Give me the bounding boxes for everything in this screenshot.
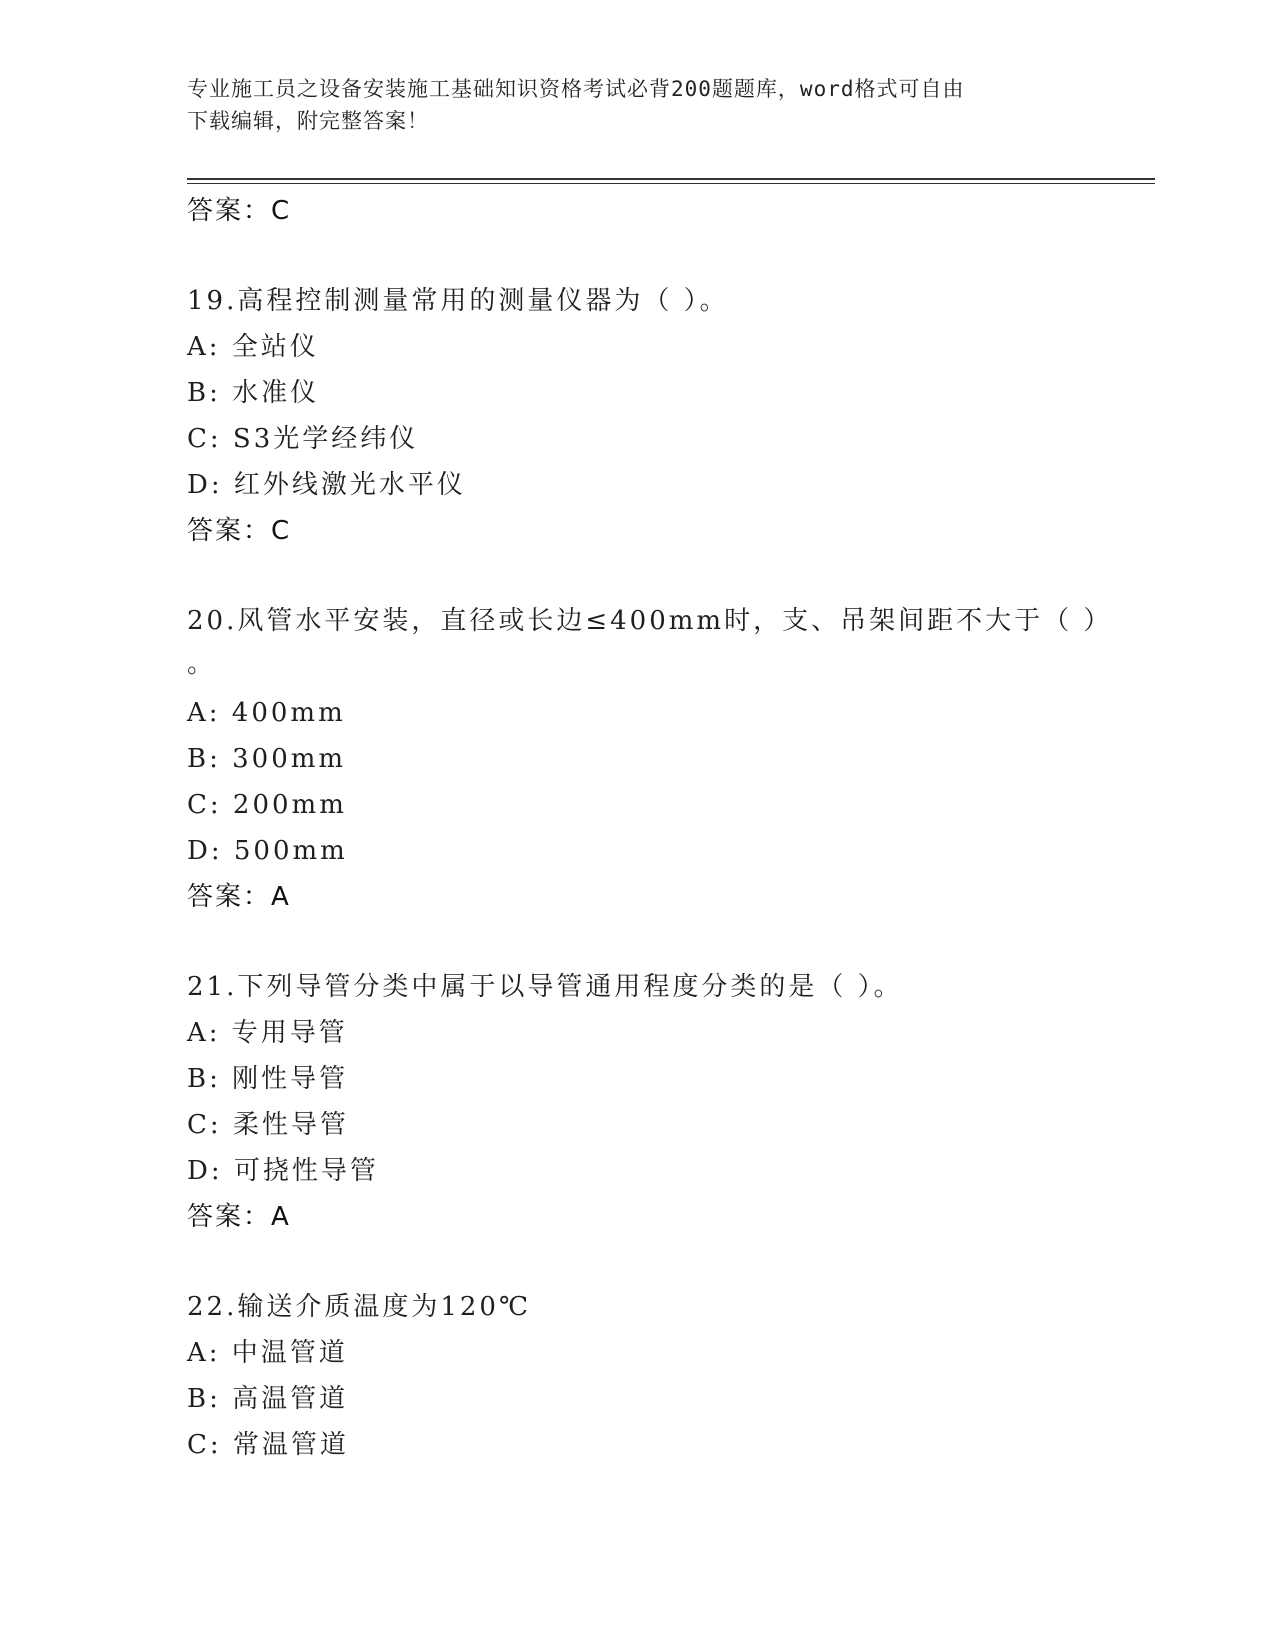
question-21 xyxy=(187,964,1155,1240)
option-b: B: 水准仪 xyxy=(187,378,320,408)
option-c: C: 200mm xyxy=(187,790,347,820)
option-a: A: 中温管道 xyxy=(187,1338,348,1368)
question-list xyxy=(187,188,1155,1468)
option-a: A: 全站仪 xyxy=(187,332,319,362)
header-line-1: 专业施工员之设备安装施工基础知识资格考试必背200题题库，word格式可自由 xyxy=(187,77,965,101)
previous-answer: 答案：C xyxy=(187,196,292,226)
spacer xyxy=(187,1240,1155,1284)
answer: 答案：A xyxy=(187,882,291,912)
option-b: B: 高温管道 xyxy=(187,1384,349,1414)
question-stem: 22.输送介质温度为120℃ xyxy=(187,1292,532,1322)
answer: 答案：A xyxy=(187,1202,291,1232)
header-divider xyxy=(187,178,1155,184)
question-stem: 21.下列导管分类中属于以导管通用程度分类的是（ ）。 xyxy=(187,972,903,1002)
option-b: B: 刚性导管 xyxy=(187,1064,349,1094)
option-b: B: 300mm xyxy=(187,744,347,774)
question-22 xyxy=(187,1284,1155,1468)
answer: 答案：C xyxy=(187,516,292,546)
option-d: D: 红外线激光水平仪 xyxy=(187,470,466,500)
question-19 xyxy=(187,278,1155,554)
spacer xyxy=(187,920,1155,964)
document-header xyxy=(187,73,1067,137)
option-a: A: 400mm xyxy=(187,698,346,728)
question-stem: 20.风管水平安装，直径或长边≤400mm时，支、吊架间距不大于（ ） xyxy=(187,606,1113,636)
option-d: D: 500mm xyxy=(187,836,348,866)
header-line-2: 下载编辑，附完整答案！ xyxy=(187,109,429,133)
option-c: C: 常温管道 xyxy=(187,1430,349,1460)
spacer xyxy=(187,234,1155,278)
option-d: D: 可挠性导管 xyxy=(187,1156,379,1186)
spacer xyxy=(187,554,1155,598)
option-c: C: 柔性导管 xyxy=(187,1110,349,1140)
question-20 xyxy=(187,598,1155,920)
question-stem: 19.高程控制测量常用的测量仪器为（ ）。 xyxy=(187,286,729,316)
option-a: A: 专用导管 xyxy=(187,1018,348,1048)
option-c: C: S3光学经纬仪 xyxy=(187,424,419,454)
question-stem-continuation: 。 xyxy=(187,649,214,679)
